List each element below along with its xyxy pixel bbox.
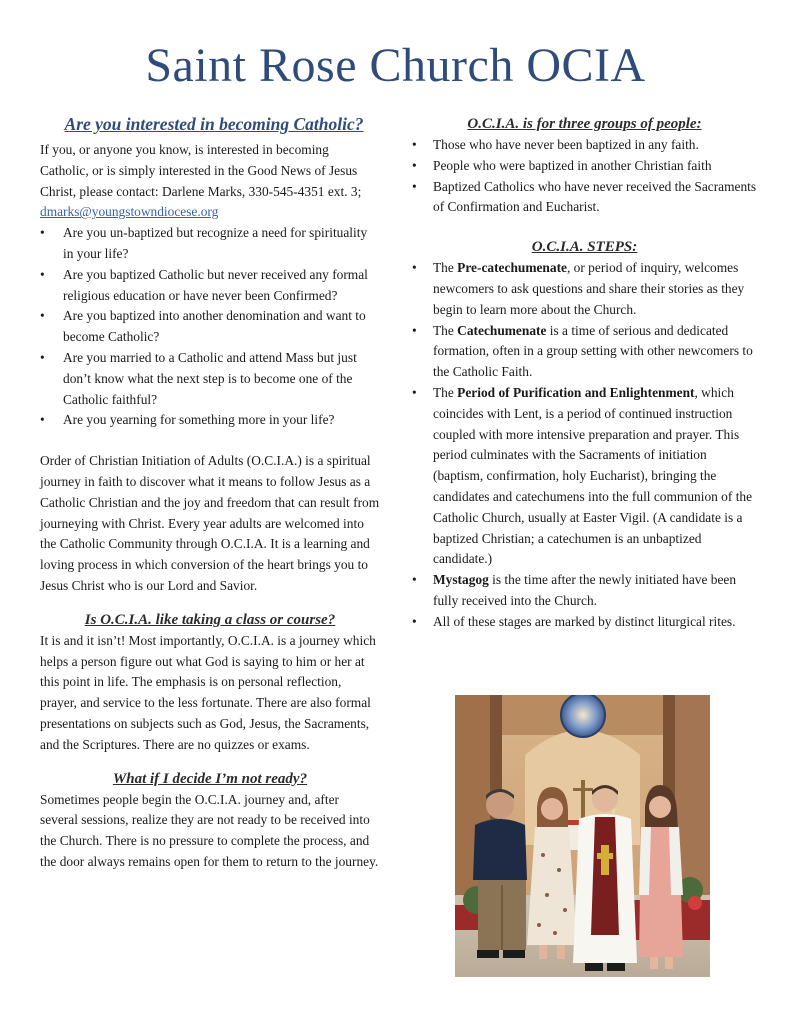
list-item: • Those who have never been baptized in any faith. bbox=[412, 135, 757, 156]
groups-list bbox=[412, 135, 757, 218]
class-heading: Is O.C.I.A. like taking a class or course? bbox=[84, 611, 336, 628]
contact-email-link[interactable]: dmarks@youngstowndiocese.org bbox=[40, 204, 219, 220]
group-photo bbox=[455, 695, 710, 977]
bullet-icon: • bbox=[40, 266, 45, 282]
bullet-icon: • bbox=[412, 613, 417, 629]
bullet-icon: • bbox=[40, 349, 45, 365]
bullet-icon: • bbox=[412, 260, 417, 276]
groups-heading: O.C.I.A. is for three groups of people: bbox=[467, 116, 702, 132]
bullet-icon: • bbox=[412, 137, 417, 152]
list-item: • Are you married to a Catholic and attend Mass but just don’t know what the next step is to become one of the Catholic faithful? bbox=[40, 349, 357, 407]
bullet-icon: • bbox=[40, 412, 45, 428]
ready-paragraph: Sometimes people begin the O.C.I.A. journey and, after several sessions, realize they are not ready to be received into the Church. There is no pressure to complete the process, and the door always remains open for them to return to the journey. bbox=[40, 791, 379, 869]
steps-heading: O.C.I.A. STEPS: bbox=[531, 239, 638, 256]
list-item: • All of these stages are marked by distinct liturgical rites. bbox=[412, 612, 757, 633]
contact-paragraph bbox=[40, 140, 380, 223]
list-item: • Are you yearning for something more in your life? bbox=[40, 410, 380, 431]
list-item: • Are you baptized Catholic but never received any formal religious education or have never been Confirmed? bbox=[40, 266, 368, 303]
bullet-icon: • bbox=[412, 322, 417, 338]
bullet-icon: • bbox=[412, 572, 417, 588]
ready-heading: What if I decide I’m not ready? bbox=[112, 770, 308, 787]
bullet-icon: • bbox=[40, 308, 45, 324]
class-paragraph: It is and it isn’t! Most importantly, O.C.I.A. is a journey which helps a person figure out what God is saying to him or her at this point in life. The emphasis is on personal reflection, prayer, and service to the less fortunate. There are also formal presentations on subjects such as God, Jesus, the Sacraments, and the Scriptures. There are no quizzes or exams. bbox=[40, 632, 376, 752]
list-item: • The Period of Purification and Enlightenment, which coincides with Lent, is a period of continued instruction coupled with more intensive preparation and prayer. This period culminates with the Sacraments of initiation (baptism, confirmation, holy Eucharist), bringing the candidates and catechumens into the full communion of the Catholic Church, usually at Easter Vigil. (A candidate is a baptized Christian; a catechumen is an unbaptized candidate.) bbox=[412, 384, 753, 567]
contact-text: If you, or anyone you know, is interested in becoming Catholic, or is simply interested in the Good News of Jesus Christ, please contact: Darlene Marks, 330-545-4351 ext. 3; bbox=[40, 142, 362, 199]
list-item: • Baptized Catholics who have never received the Sacraments of Confirmation and Eucharist. bbox=[412, 178, 757, 215]
left-column bbox=[40, 113, 380, 873]
page-title: Saint Rose Church OCIA bbox=[145, 39, 646, 92]
list-item: • People who were baptized in another Christian faith bbox=[412, 156, 757, 177]
question-list bbox=[40, 223, 380, 431]
interest-heading: Are you interested in becoming Catholic? bbox=[64, 114, 364, 134]
list-item: • Are you baptized into another denomination and want to become Catholic? bbox=[40, 308, 366, 345]
ocia-description: Order of Christian Initiation of Adults (O.C.I.A.) is a spiritual journey in faith to discover what it means to follow Jesus as a Catholic Christian and the joy and freedom that can result from journeying with Christ. Every year adults are welcomed into the Catholic Community through O.C.I.A. It is a learning and loving process in which conversion of the heart brings you to Jesus Christ who is our Lord and Savior. bbox=[40, 453, 380, 593]
list-item: • The Catechumenate is a time of serious and dedicated formation, often in a group setting with other newcomers to the Catholic Faith. bbox=[412, 322, 753, 380]
right-column bbox=[412, 113, 757, 633]
bullet-icon: • bbox=[40, 225, 45, 241]
list-item: • Mystagog is the time after the newly initiated have been fully received into the Church. bbox=[412, 572, 737, 608]
bullet-icon: • bbox=[412, 384, 417, 400]
list-item: • Are you un-baptized but recognize a need for spirituality in your life? bbox=[40, 225, 368, 261]
steps-list bbox=[412, 258, 757, 632]
bullet-icon: • bbox=[412, 178, 417, 194]
list-item: • The Pre-catechumenate, or period of inquiry, welcomes newcomers to ask questions and share their stories as they begin to learn more about the Church. bbox=[412, 260, 745, 317]
bullet-icon: • bbox=[412, 157, 417, 173]
